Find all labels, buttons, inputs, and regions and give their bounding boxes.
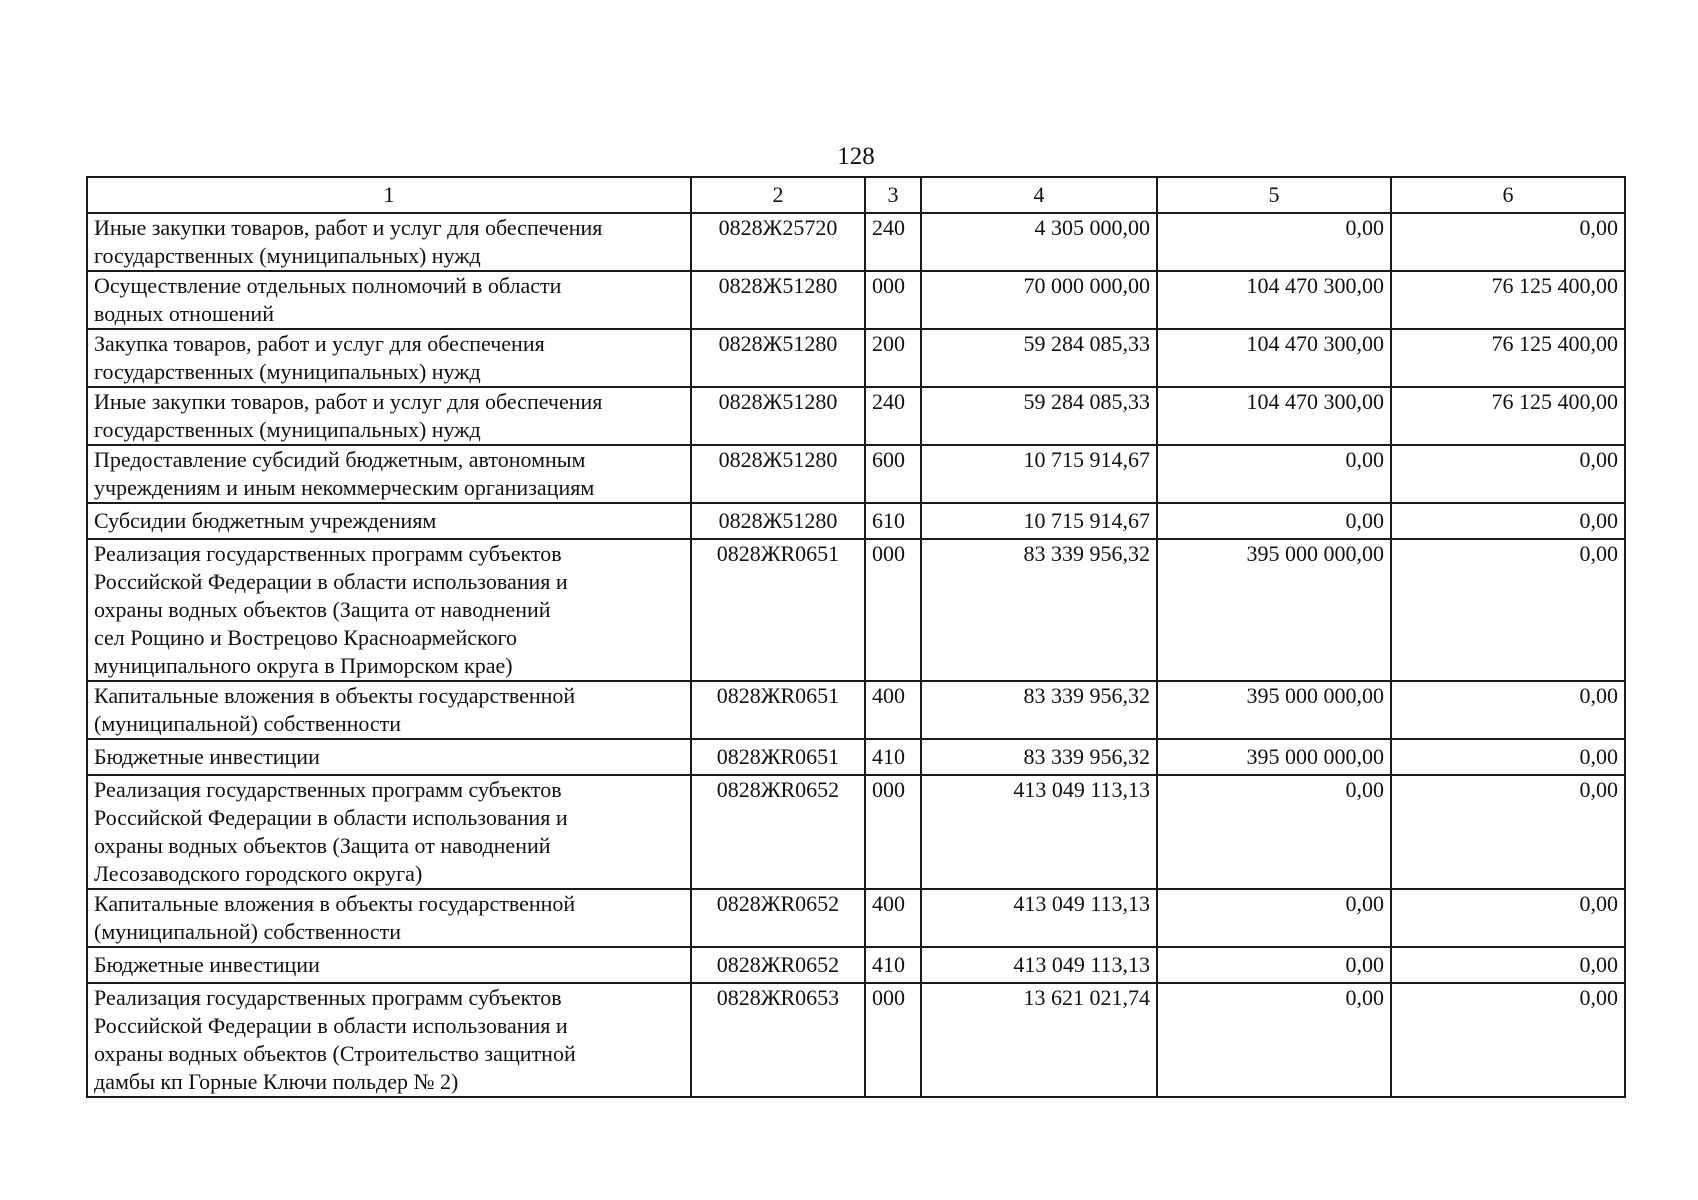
- column-header: 6: [1391, 177, 1625, 213]
- row-amount-1: 413 049 113,13: [921, 889, 1157, 947]
- table-row: [87, 387, 1625, 445]
- row-csr-code: 0828Ж51280: [691, 329, 865, 387]
- table-row: [87, 539, 1625, 681]
- row-csr-code: 0828Ж51280: [691, 445, 865, 503]
- row-amount-2: 104 470 300,00: [1157, 387, 1391, 445]
- row-name: Иные закупки товаров, работ и услуг для обеспечения государственных (муниципальных) нужд: [87, 213, 691, 271]
- row-vr-code: 000: [865, 983, 921, 1097]
- budget-table: [86, 176, 1626, 1098]
- row-vr-code: 410: [865, 739, 921, 775]
- row-vr-code: 200: [865, 329, 921, 387]
- table-row: [87, 445, 1625, 503]
- row-name: Реализация государственных программ субъектов Российской Федерации в области использования и охраны водных объектов (Строительство защитной дамбы кп Горные Ключи польдер № 2): [87, 983, 691, 1097]
- row-amount-3: 0,00: [1391, 213, 1625, 271]
- row-vr-code: 240: [865, 213, 921, 271]
- row-vr-code: 240: [865, 387, 921, 445]
- row-name: Капитальные вложения в объекты государственной (муниципальной) собственности: [87, 681, 691, 739]
- row-amount-1: 413 049 113,13: [921, 775, 1157, 889]
- row-vr-code: 400: [865, 681, 921, 739]
- row-amount-2: 395 000 000,00: [1157, 539, 1391, 681]
- row-name: Иные закупки товаров, работ и услуг для обеспечения государственных (муниципальных) нужд: [87, 387, 691, 445]
- row-amount-2: 0,00: [1157, 889, 1391, 947]
- row-amount-1: 4 305 000,00: [921, 213, 1157, 271]
- row-csr-code: 0828ЖR0651: [691, 681, 865, 739]
- row-amount-1: 13 621 021,74: [921, 983, 1157, 1097]
- row-vr-code: 610: [865, 503, 921, 539]
- row-csr-code: 0828ЖR0652: [691, 775, 865, 889]
- row-csr-code: 0828Ж25720: [691, 213, 865, 271]
- table-row: [87, 775, 1625, 889]
- row-vr-code: 600: [865, 445, 921, 503]
- table-row: [87, 889, 1625, 947]
- row-amount-3: 76 125 400,00: [1391, 387, 1625, 445]
- row-name: Осуществление отдельных полномочий в области водных отношений: [87, 271, 691, 329]
- column-header: 5: [1157, 177, 1391, 213]
- row-name: Закупка товаров, работ и услуг для обеспечения государственных (муниципальных) нужд: [87, 329, 691, 387]
- row-csr-code: 0828ЖR0652: [691, 889, 865, 947]
- row-vr-code: 000: [865, 775, 921, 889]
- row-amount-2: 0,00: [1157, 775, 1391, 889]
- row-amount-2: 395 000 000,00: [1157, 681, 1391, 739]
- row-amount-2: 0,00: [1157, 213, 1391, 271]
- table-row: [87, 681, 1625, 739]
- row-name: Бюджетные инвестиции: [87, 739, 691, 775]
- row-amount-1: 10 715 914,67: [921, 445, 1157, 503]
- row-amount-2: 0,00: [1157, 445, 1391, 503]
- row-amount-2: 0,00: [1157, 983, 1391, 1097]
- row-amount-1: 83 339 956,32: [921, 539, 1157, 681]
- row-amount-3: 0,00: [1391, 445, 1625, 503]
- row-amount-2: 0,00: [1157, 503, 1391, 539]
- row-name: Реализация государственных программ субъектов Российской Федерации в области использования и охраны водных объектов (Защита от наводнений Лесозаводского городского округа): [87, 775, 691, 889]
- row-csr-code: 0828ЖR0652: [691, 947, 865, 983]
- row-amount-3: 0,00: [1391, 503, 1625, 539]
- table-row: [87, 739, 1625, 775]
- row-vr-code: 410: [865, 947, 921, 983]
- row-name: Реализация государственных программ субъектов Российской Федерации в области использования и охраны водных объектов (Защита от наводнений сел Рощино и Вострецово Красноармейского муниципального округа в Приморском крае): [87, 539, 691, 681]
- row-amount-1: 413 049 113,13: [921, 947, 1157, 983]
- column-header: 4: [921, 177, 1157, 213]
- row-amount-3: 0,00: [1391, 947, 1625, 983]
- column-header: 3: [865, 177, 921, 213]
- row-csr-code: 0828ЖR0651: [691, 539, 865, 681]
- row-amount-3: 76 125 400,00: [1391, 271, 1625, 329]
- table-row: [87, 983, 1625, 1097]
- table-row: [87, 329, 1625, 387]
- row-amount-3: 0,00: [1391, 775, 1625, 889]
- row-amount-2: 104 470 300,00: [1157, 271, 1391, 329]
- row-vr-code: 000: [865, 271, 921, 329]
- table-row: [87, 271, 1625, 329]
- row-amount-3: 0,00: [1391, 739, 1625, 775]
- row-name: Субсидии бюджетным учреждениям: [87, 503, 691, 539]
- column-header: 2: [691, 177, 865, 213]
- row-amount-3: 0,00: [1391, 539, 1625, 681]
- row-vr-code: 000: [865, 539, 921, 681]
- column-header: 1: [87, 177, 691, 213]
- row-amount-1: 59 284 085,33: [921, 329, 1157, 387]
- row-csr-code: 0828ЖR0651: [691, 739, 865, 775]
- row-name: Предоставление субсидий бюджетным, автономным учреждениям и иным некоммерческим организациям: [87, 445, 691, 503]
- row-name: Капитальные вложения в объекты государственной (муниципальной) собственности: [87, 889, 691, 947]
- page-number: 128: [837, 143, 875, 170]
- row-amount-2: 0,00: [1157, 947, 1391, 983]
- row-amount-1: 83 339 956,32: [921, 739, 1157, 775]
- row-name: Бюджетные инвестиции: [87, 947, 691, 983]
- row-csr-code: 0828Ж51280: [691, 271, 865, 329]
- row-amount-3: 76 125 400,00: [1391, 329, 1625, 387]
- table-row: [87, 947, 1625, 983]
- row-amount-2: 104 470 300,00: [1157, 329, 1391, 387]
- table-row: [87, 503, 1625, 539]
- row-amount-1: 10 715 914,67: [921, 503, 1157, 539]
- row-amount-1: 59 284 085,33: [921, 387, 1157, 445]
- table-row: [87, 213, 1625, 271]
- row-amount-3: 0,00: [1391, 681, 1625, 739]
- row-amount-1: 83 339 956,32: [921, 681, 1157, 739]
- row-amount-3: 0,00: [1391, 889, 1625, 947]
- row-csr-code: 0828ЖR0653: [691, 983, 865, 1097]
- row-csr-code: 0828Ж51280: [691, 387, 865, 445]
- row-amount-3: 0,00: [1391, 983, 1625, 1097]
- row-vr-code: 400: [865, 889, 921, 947]
- row-csr-code: 0828Ж51280: [691, 503, 865, 539]
- column-number-row: [87, 177, 1625, 213]
- row-amount-2: 395 000 000,00: [1157, 739, 1391, 775]
- row-amount-1: 70 000 000,00: [921, 271, 1157, 329]
